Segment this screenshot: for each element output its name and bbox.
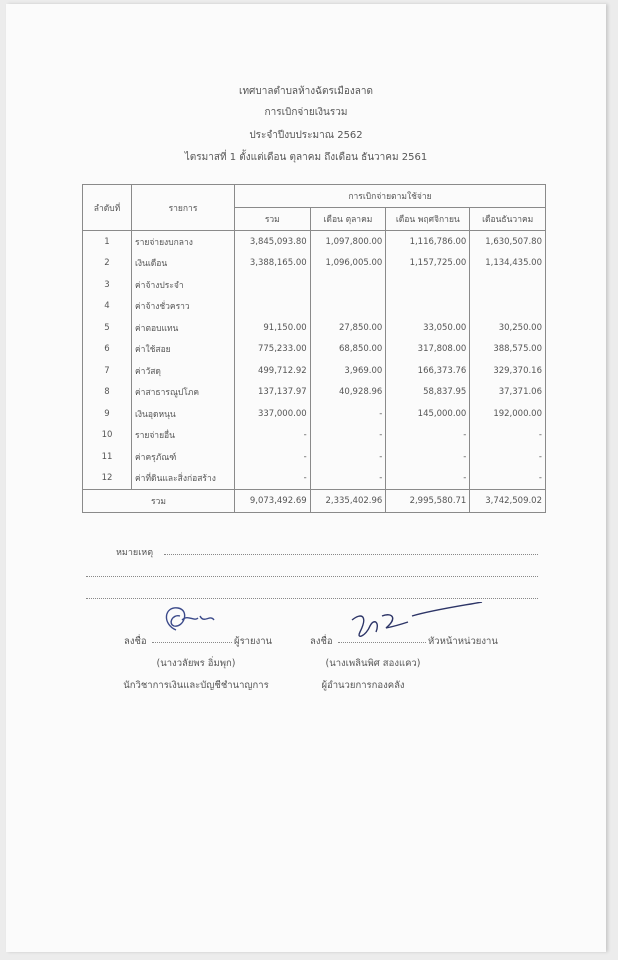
fiscal-year: ประจำปีงบประมาณ 2562 xyxy=(249,130,363,141)
table-row xyxy=(83,382,546,404)
row-item: เงินเดือน xyxy=(132,253,235,275)
row-total: - xyxy=(235,425,311,447)
col-oct-header: เดือน ตุลาคม xyxy=(310,208,386,231)
remark-line-1 xyxy=(164,554,538,555)
row-no: 12 xyxy=(83,468,132,490)
sum-total: 9,073,492.69 xyxy=(235,490,311,513)
table-row xyxy=(83,274,546,296)
row-no: 7 xyxy=(83,360,132,382)
row-dec: - xyxy=(470,468,546,490)
col-item-header: รายการ xyxy=(132,185,235,231)
row-total: 91,150.00 xyxy=(235,317,311,339)
row-total: 499,712.92 xyxy=(235,360,311,382)
sum-row xyxy=(83,490,546,513)
left-name: (นางวลัยพร อิ่มพุก) xyxy=(156,658,236,669)
right-sign-prefix: ลงชื่อ xyxy=(310,636,333,647)
group-header: การเบิกจ่ายตามใช้จ่าย xyxy=(235,185,546,208)
row-total: 137,137.97 xyxy=(235,382,311,404)
row-total: - xyxy=(235,468,311,490)
row-no: 10 xyxy=(83,425,132,447)
row-total: 337,000.00 xyxy=(235,403,311,425)
col-dec-header: เดือนธันวาคม xyxy=(470,208,546,231)
row-oct: - xyxy=(310,468,386,490)
row-dec: 1,630,507.80 xyxy=(470,231,546,253)
remark-label: หมายเหตุ xyxy=(116,548,154,558)
row-nov: 145,000.00 xyxy=(386,403,470,425)
row-nov: - xyxy=(386,425,470,447)
remark-line-3 xyxy=(86,598,538,599)
table-row xyxy=(83,231,546,253)
row-no: 8 xyxy=(83,382,132,404)
table-row xyxy=(83,360,546,382)
row-nov: 1,157,725.00 xyxy=(386,253,470,275)
row-nov: 166,373.76 xyxy=(386,360,470,382)
row-item: ค่าตอบแทน xyxy=(132,317,235,339)
row-nov xyxy=(386,296,470,318)
row-oct: 3,969.00 xyxy=(310,360,386,382)
row-item: ค่าวัสดุ xyxy=(132,360,235,382)
row-dec: 30,250.00 xyxy=(470,317,546,339)
row-oct: 68,850.00 xyxy=(310,339,386,361)
right-name: (นางเพลินพิศ สองแคว) xyxy=(325,658,421,669)
table-row xyxy=(83,468,546,490)
row-no: 5 xyxy=(83,317,132,339)
table-row xyxy=(83,446,546,468)
right-position: ผู้อำนวยการกองคลัง xyxy=(321,680,405,691)
row-item: ค่าจ้างชั่วคราว xyxy=(132,296,235,318)
row-total: 3,388,165.00 xyxy=(235,253,311,275)
row-item: รายจ่ายอื่น xyxy=(132,425,235,447)
row-total: 775,233.00 xyxy=(235,339,311,361)
left-sign-line xyxy=(152,642,232,643)
row-item: ค่าใช้สอย xyxy=(132,339,235,361)
row-dec xyxy=(470,274,546,296)
row-dec: 329,370.16 xyxy=(470,360,546,382)
row-oct: 1,097,800.00 xyxy=(310,231,386,253)
left-sign-prefix: ลงชื่อ xyxy=(124,636,147,647)
row-total xyxy=(235,296,311,318)
sum-dec: 3,742,509.02 xyxy=(470,490,546,513)
row-nov: - xyxy=(386,468,470,490)
row-item: เงินอุดหนุน xyxy=(132,403,235,425)
row-oct xyxy=(310,274,386,296)
col-nov-header: เดือน พฤศจิกายน xyxy=(386,208,470,231)
row-item: ค่าจ้างประจำ xyxy=(132,274,235,296)
row-nov: 317,808.00 xyxy=(386,339,470,361)
col-total-header: รวม xyxy=(235,208,311,231)
row-dec: - xyxy=(470,425,546,447)
row-dec xyxy=(470,296,546,318)
left-role: ผู้รายงาน xyxy=(234,636,273,647)
row-item: ค่าสาธารณูปโภค xyxy=(132,382,235,404)
table-row xyxy=(83,403,546,425)
table-row xyxy=(83,317,546,339)
row-nov: - xyxy=(386,446,470,468)
row-dec: 192,000.00 xyxy=(470,403,546,425)
row-nov xyxy=(386,274,470,296)
row-no: 1 xyxy=(83,231,132,253)
row-oct: - xyxy=(310,446,386,468)
row-item: ค่าที่ดินและสิ่งก่อสร้าง xyxy=(132,468,235,490)
sum-label: รวม xyxy=(83,490,235,513)
row-item: ค่าครุภัณฑ์ xyxy=(132,446,235,468)
row-dec: 1,134,435.00 xyxy=(470,253,546,275)
row-total: 3,845,093.80 xyxy=(235,231,311,253)
row-dec: - xyxy=(470,446,546,468)
remark-line-2 xyxy=(86,576,538,577)
row-no: 11 xyxy=(83,446,132,468)
row-oct: - xyxy=(310,425,386,447)
table-row xyxy=(83,425,546,447)
left-signature-mark xyxy=(154,600,224,640)
sum-oct: 2,335,402.96 xyxy=(310,490,386,513)
row-dec: 37,371.06 xyxy=(470,382,546,404)
row-nov: 33,050.00 xyxy=(386,317,470,339)
row-dec: 388,575.00 xyxy=(470,339,546,361)
row-no: 2 xyxy=(83,253,132,275)
table-row xyxy=(83,296,546,318)
row-no: 6 xyxy=(83,339,132,361)
row-oct xyxy=(310,296,386,318)
row-oct: 27,850.00 xyxy=(310,317,386,339)
right-sign-line xyxy=(338,642,426,643)
right-role: หัวหน้าหน่วยงาน xyxy=(428,636,498,647)
row-oct: - xyxy=(310,403,386,425)
left-position: นักวิชาการเงินและบัญชีชำนาญการ xyxy=(123,680,269,691)
table-row xyxy=(83,253,546,275)
row-oct: 1,096,005.00 xyxy=(310,253,386,275)
row-nov: 1,116,786.00 xyxy=(386,231,470,253)
row-total xyxy=(235,274,311,296)
row-item: รายจ่ายงบกลาง xyxy=(132,231,235,253)
document-page xyxy=(6,4,606,952)
row-total: - xyxy=(235,446,311,468)
budget-table xyxy=(82,184,546,513)
row-oct: 40,928.96 xyxy=(310,382,386,404)
row-nov: 58,837.95 xyxy=(386,382,470,404)
col-no-header: ลำดับที่ xyxy=(83,185,132,231)
sum-nov: 2,995,580.71 xyxy=(386,490,470,513)
org-name: เทศบาลตำบลห้างฉัตรเมืองลาด xyxy=(239,86,373,97)
row-no: 3 xyxy=(83,274,132,296)
report-title: การเบิกจ่ายเงินรวม xyxy=(264,107,348,118)
row-no: 4 xyxy=(83,296,132,318)
row-no: 9 xyxy=(83,403,132,425)
table-row xyxy=(83,339,546,361)
period: ไตรมาสที่ 1 ตั้งแต่เดือน ตุลาคม ถึงเดือน ธันวาคม 2561 xyxy=(184,152,428,163)
